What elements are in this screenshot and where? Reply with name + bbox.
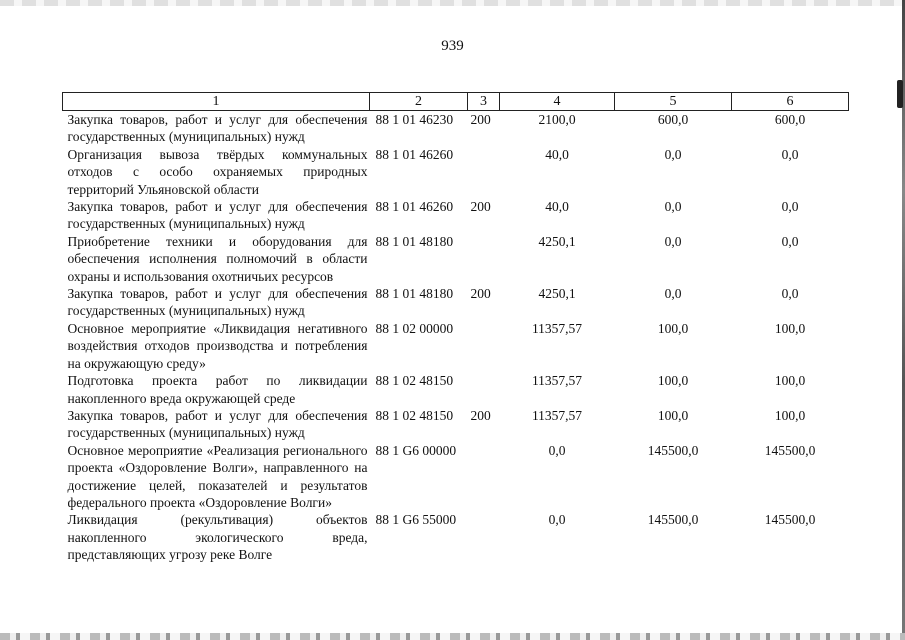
- row-name: Закупка товаров, работ и услуг для обеспечения государственных (муниципальных) нужд: [67, 407, 368, 441]
- row-type: [468, 511, 500, 563]
- row-value-5: 0,0: [664, 286, 682, 302]
- row-value-4: 11357,57: [531, 373, 583, 389]
- row-code: 88 1 02 00000: [375, 320, 454, 336]
- table-row: [63, 372, 849, 407]
- row-type: 200: [470, 286, 491, 302]
- row-code: 88 1 G6 00000: [375, 442, 457, 458]
- row-code: 88 1 01 48180: [375, 286, 454, 302]
- column-header: 1: [63, 93, 370, 111]
- row-name: Основное мероприятие «Реализация регионального проекта «Оздоровление Волги», направленного на достижение целей, показателей и результатов федерального проекта «Оздоровление Волги»: [67, 442, 368, 510]
- row-value-6: 100,0: [774, 373, 806, 389]
- row-value-4: 0,0: [548, 442, 566, 458]
- table-row: [63, 442, 849, 512]
- row-name: Приобретение техники и оборудования для обеспечения исполнения полномочий в области охраны и использования охотничьих ресурсов: [67, 233, 368, 284]
- table-row: [63, 285, 849, 320]
- column-header: 3: [468, 93, 500, 111]
- page-number: 939: [441, 38, 464, 54]
- margin-mark: [897, 80, 903, 108]
- row-value-6: 0,0: [781, 286, 799, 302]
- row-value-6: 0,0: [781, 146, 799, 162]
- row-value-5: 0,0: [664, 233, 682, 249]
- budget-table: [62, 92, 849, 564]
- row-type: [468, 372, 500, 407]
- row-name: Закупка товаров, работ и услуг для обеспечения государственных (муниципальных) нужд: [67, 286, 368, 319]
- row-value-4: 40,0: [545, 199, 569, 215]
- row-value-5: 600,0: [657, 112, 689, 127]
- row-code: 88 1 01 46260: [375, 199, 454, 215]
- row-value-4: 11357,57: [531, 320, 583, 336]
- row-code: 88 1 02 48150: [375, 407, 454, 423]
- row-value-5: 145500,0: [647, 512, 699, 528]
- row-value-5: 0,0: [664, 146, 682, 162]
- row-value-5: 100,0: [657, 373, 689, 389]
- row-code: 88 1 01 46260: [375, 146, 454, 162]
- row-value-5: 0,0: [664, 199, 682, 215]
- row-code: 88 1 01 46230: [375, 112, 454, 127]
- row-value-4: 11357,57: [531, 407, 583, 423]
- table-row: [63, 407, 849, 442]
- row-code: 88 1 01 48180: [375, 233, 454, 249]
- row-value-5: 145500,0: [647, 442, 699, 458]
- row-name: Организация вывоза твёрдых коммунальных отходов с особо охраняемых природных территорий Ульяновской области: [67, 146, 368, 197]
- table-header-row: [63, 93, 849, 111]
- table-row: [63, 198, 849, 233]
- column-header: 6: [732, 93, 849, 111]
- column-header: 5: [615, 93, 732, 111]
- row-value-4: 4250,1: [538, 286, 576, 302]
- table-row: [63, 320, 849, 372]
- row-type: [468, 146, 500, 198]
- row-value-6: 100,0: [774, 320, 806, 336]
- row-name: Подготовка проекта работ по ликвидации накопленного вреда окружающей среде: [67, 373, 368, 406]
- row-value-6: 145500,0: [764, 512, 816, 528]
- table-row: [63, 511, 849, 563]
- row-value-6: 100,0: [774, 407, 806, 423]
- row-value-5: 100,0: [657, 320, 689, 336]
- row-value-5: 100,0: [657, 407, 689, 423]
- table-row: [63, 233, 849, 285]
- table-row: [63, 146, 849, 198]
- row-value-4: 2100,0: [538, 112, 576, 127]
- table-row: [63, 111, 849, 146]
- scan-edge-bottom: [0, 633, 905, 640]
- row-type: [468, 233, 500, 285]
- column-header: 2: [370, 93, 468, 111]
- row-name: Основное мероприятие «Ликвидация негативного воздействия отходов производства и потребления на окружающую среду»: [67, 320, 368, 371]
- row-value-6: 0,0: [781, 233, 799, 249]
- row-type: 200: [470, 407, 491, 423]
- row-value-6: 0,0: [781, 199, 799, 215]
- row-type: [468, 442, 500, 512]
- row-name: Закупка товаров, работ и услуг для обеспечения государственных (муниципальных) нужд: [67, 199, 368, 232]
- row-value-6: 600,0: [774, 112, 806, 127]
- row-name: Закупка товаров, работ и услуг для обеспечения государственных (муниципальных) нужд: [67, 112, 368, 145]
- row-value-4: 4250,1: [538, 233, 576, 249]
- scan-edge-top: [0, 0, 905, 6]
- column-header: 4: [500, 93, 615, 111]
- row-code: 88 1 G6 55000: [375, 512, 457, 528]
- row-type: [468, 320, 500, 372]
- row-type: 200: [470, 112, 491, 127]
- row-value-4: 0,0: [548, 512, 566, 528]
- row-type: 200: [470, 199, 491, 215]
- row-code: 88 1 02 48150: [375, 373, 454, 389]
- row-value-4: 40,0: [545, 146, 569, 162]
- row-name: Ликвидация (рекультивация) объектов накопленного экологического вреда, представляющих угрозу реке Волге: [67, 512, 368, 563]
- row-value-6: 145500,0: [764, 442, 816, 458]
